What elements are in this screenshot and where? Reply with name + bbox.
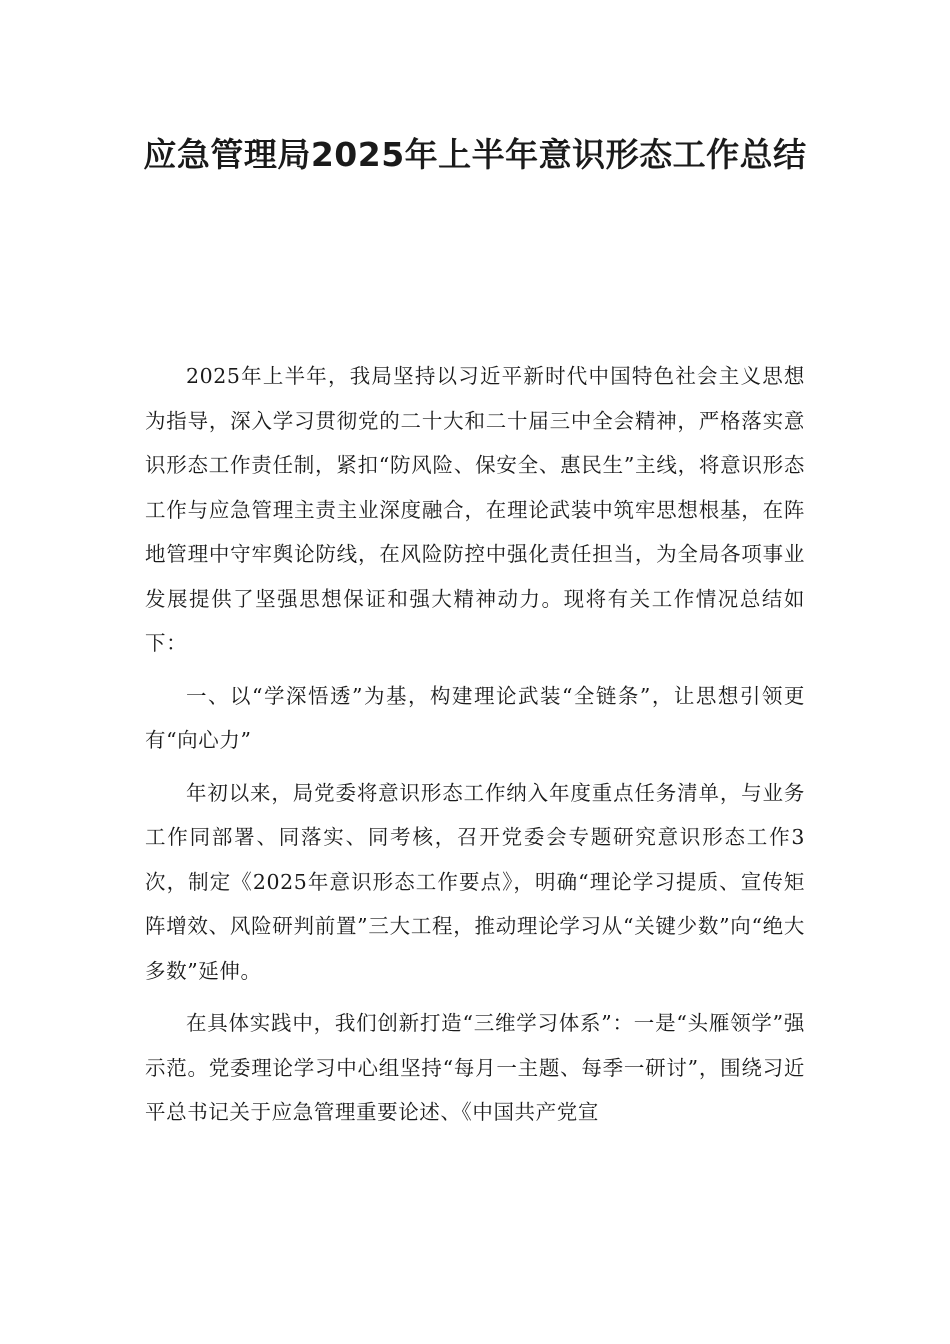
document-body xyxy=(145,354,805,1135)
document-title: 应急管理局2025年上半年意识形态工作总结 xyxy=(143,135,807,174)
paragraph-section-1-overview: 年初以来，局党委将意识形态工作纳入年度重点任务清单，与业务工作同部署、同落实、同考核，召开党委会专题研究意识形态工作3次，制定《2025年意识形态工作要点》，明确“理论学习提质、宣传矩阵增效、风险研判前置”三大工程，推动理论学习从“关键少数”向“绝大多数”延伸。 xyxy=(145,780,805,983)
paragraph-intro: 2025年上半年，我局坚持以习近平新时代中国特色社会主义思想为指导，深入学习贯彻党的二十大和二十届三中全会精神，严格落实意识形态工作责任制，紧扣“防风险、保安全、惠民生”主线，将意识形态工作与应急管理主责主业深度融合，在理论武装中筑牢思想根基，在阵地管理中守牢舆论防线，在风险防控中强化责任担当，为全局各项事业发展提供了坚强思想保证和强大精神动力。现将有关工作情况总结如下： xyxy=(145,364,805,655)
section-heading-1: 一、以“学深悟透”为基，构建理论武装“全链条”，让思想引领更有“向心力” xyxy=(145,683,805,752)
paragraph-section-1-practice: 在具体实践中，我们创新打造“三维学习体系”：一是“头雁领学”强示范。党委理论学习中心组坚持“每月一主题、每季一研讨”，围绕习近平总书记关于应急管理重要论述、《中国共产党宣 xyxy=(145,1011,805,1124)
